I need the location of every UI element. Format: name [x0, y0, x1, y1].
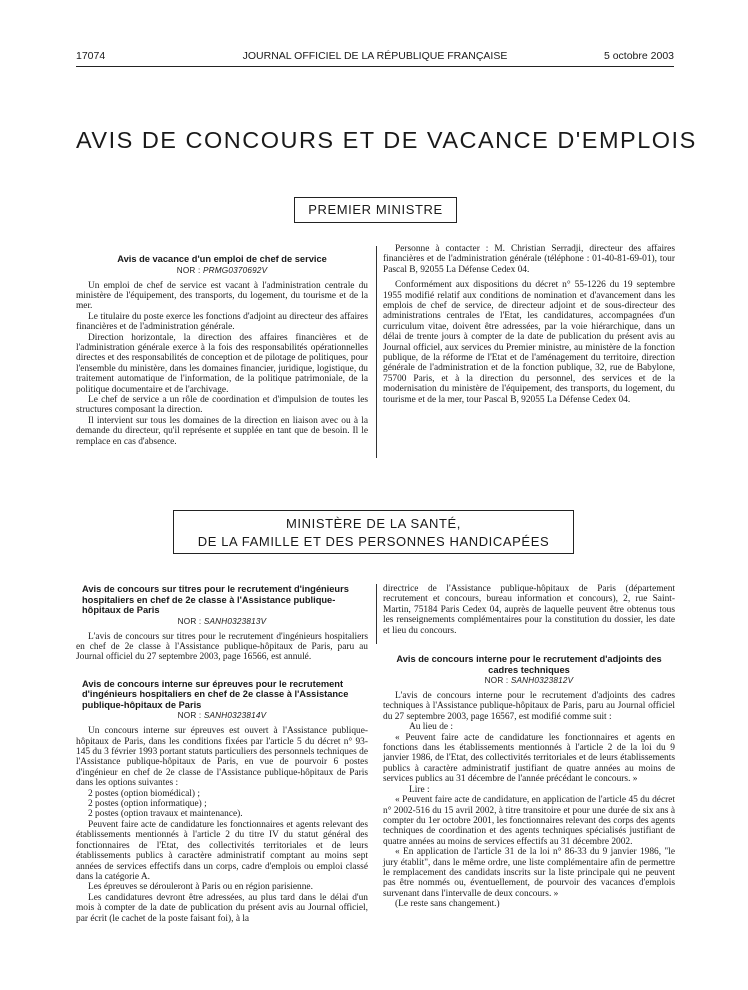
paragraph: L'avis de concours interne pour le recrutement d'adjoints des cadres techniques à l'Assistance publique-hôpitaux de Paris, paru au Journal officiel du 27 septembre 2003, page 16567, est modifié comme suit : [383, 691, 675, 722]
paragraph: « En application de l'article 31 de la loi n° 86-33 du 9 janvier 1986, "le jury établit", dans le même ordre, une liste complémentaire afin de permettre le remplacement des candidats inscrits sur la liste principale qui ne peuvent pas être nommés ou, éventuellement, de pourvoir des vacances d'emplois survenant dans l'intervalle de deux concours. » [383, 847, 675, 899]
section-heading-line2: DE LA FAMILLE ET DES PERSONNES HANDICAPÉES [197, 534, 550, 549]
paragraph: Le titulaire du poste exerce les fonctions d'adjoint au directeur des affaires financières et de l'administration générale. [76, 311, 368, 333]
issue-date: 5 octobre 2003 [603, 50, 674, 62]
page-header [76, 50, 674, 64]
paragraph: Un concours interne sur épreuves est ouvert à l'Assistance publique-hôpitaux de Paris, dans les conditions fixées par l'article 5 du décret n° 93-145 du 3 février 1993 portant statuts particuliers des personnels techniques de l'Assistance publique-hôpitaux de Paris, en vue de pourvoir 6 postes d'ingénieur en chef de 2e classe de l'Assistance publique-hôpitaux de Paris dans les options suivantes : [76, 726, 368, 789]
list-item: 2 postes (option biomédical) ; [88, 788, 200, 799]
nor-code: PRMG0370692V [202, 265, 268, 275]
section-heading-premier-ministre [294, 197, 457, 223]
list-item: 2 postes (option travaux et maintenance). [88, 809, 243, 820]
paragraph-continuation: directrice de l'Assistance publique-hôpitaux de Paris (département recrutement et concours, bureau information et concours), 2, rue Saint-Martin, 75184 Paris Cedex 04, auprès de laquelle peuvent être obtenus tous les renseignements complémentaires pour la constitution du dossier, les date et lieu du concours. [383, 584, 675, 636]
page-number: 17074 [76, 50, 106, 62]
column-divider [376, 584, 377, 644]
section2-right-column [383, 584, 675, 910]
article-title: Avis de vacance d'un emploi de chef de service [117, 254, 327, 264]
paragraph: L'avis de concours sur titres pour le recrutement d'ingénieurs hospitaliers en chef de 2e classe à l'Assistance publique-hôpitaux de Paris, paru au Journal officiel du 27 septembre 2003, page 16566, est annulé. [76, 631, 368, 663]
column-divider [376, 246, 377, 458]
nor-reference [76, 711, 368, 720]
paragraph: Le chef de service a un rôle de coordination et d'impulsion de toutes les structures composant la direction. [76, 394, 368, 416]
paragraph: Peuvent faire acte de candidature les fonctionnaires et agents relevant des établissements mentionnés à l'article 2 du titre IV du statut général des fonctionnaires de l'Etat, des collectivités territoriales et de leurs établissements publics à caractère administratif comptant au moins sept années de services effectifs dans un corps, cadre d'emplois ou emploi classé dans la catégorie A. [76, 819, 368, 882]
nor-reference [383, 676, 675, 685]
list-item: 2 postes (option informatique) ; [88, 799, 207, 810]
paragraph: Personne à contacter : M. Christian Serradji, directeur des affaires financières et de l'administration générale (téléphone : 01-40-81-69-01), tour Pascal B, 92055 La Défense Cedex 04. [383, 244, 675, 275]
paragraph: Les épreuves se dérouleront à Paris ou en région parisienne. [88, 882, 313, 893]
paragraph: (Le reste sans changement.) [395, 899, 500, 910]
section-heading-ministere-sante [173, 510, 574, 554]
article-title: Avis de concours sur titres pour le recrutement d'ingénieurs hospitaliers en chef de 2e classe à l'Assistance publique-hôpitaux de Paris [82, 584, 349, 615]
section-heading-text: PREMIER MINISTRE [308, 202, 443, 217]
page-title: AVIS DE CONCOURS ET DE VACANCE D'EMPLOIS [76, 127, 697, 153]
nor-label: NOR : [177, 711, 204, 721]
paragraph: Conformément aux dispositions du décret n° 55-1226 du 19 septembre 1955 modifié relatif aux conditions de nomination et d'avancement dans les emplois de chef de service, de directeur adjoint et de sous-directeur des administrations centrales de l'Etat, les candidatures, accompagnées d'un curriculum vitae, doivent être adressées, par la voie hiérarchique, dans un délai de trente jours à compter de la date de publication du présent avis au Journal officiel, aux services du Premier ministre, au ministère de la fonction publique, de la réforme de l'Etat et de l'aménagement du territoire, direction générale de l'administration et de la fonction publique, 32, rue de Babylone, 75700 Paris, et à la direction du personnel, des services et de la modernisation du ministère de l'équipement, des transports, du logement, du tourisme et de la mer, tour Pascal B, 92055 La Défense Cedex 04. [383, 280, 675, 405]
paragraph: Il intervient sur tous les domaines de la direction en liaison avec ou à la demande du directeur, qu'il représente et supplée en tant que de besoin. Il le remplace en cas d'absence. [76, 415, 368, 447]
nor-code: SANH0323813V [203, 616, 267, 626]
article-title: Avis de concours interne pour le recrutement d'adjoints des cadres techniques [396, 654, 662, 675]
nor-code: SANH0323814V [203, 711, 267, 721]
paragraph: Lire : [409, 784, 430, 795]
paragraph: Un emploi de chef de service est vacant à l'administration centrale du ministère de l'équipement, des transports, du logement, du tourisme et de la mer. [76, 280, 368, 312]
paragraph: « Peuvent faire acte de candidature, en application de l'article 45 du décret n° 2002-516 du 15 avril 2002, à titre transitoire et pour une durée de six ans à compter du 1er octobre 2001, les fonctionnaires relevant des corps des agents techniques de coordination et des agents techniques spécialisés justifiant de quatre années au moins de services effectifs au 31 décembre 2002. [383, 795, 675, 847]
section1-right-column [383, 244, 675, 405]
nor-label: NOR : [177, 616, 204, 626]
article-title: Avis de concours interne sur épreuves pour le recrutement d'ingénieurs hospitaliers en chef de 2e classe à l'Assistance publique-hôpitaux de Paris [82, 678, 349, 710]
paragraph: Les candidatures devront être adressées, au plus tard dans le délai d'un mois à compter de la date de publication du présent avis au Journal officiel, par écrit (le cachet de la poste faisant foi), à la [76, 892, 368, 924]
journal-name: JOURNAL OFFICIEL DE LA RÉPUBLIQUE FRANÇAISE [242, 50, 508, 62]
paragraph: « Peuvent faire acte de candidature les fonctionnaires et agents en fonctions dans les établissements mentionnés à l'article 2 de la loi du 9 janvier 1986, de l'Etat, des collectivités territoriales et de leurs établissements publics à caractère administratif justifiant de quatre années au moins de services publics au 31 décembre de l'année précédant le concours. » [383, 732, 675, 785]
nor-reference [76, 617, 368, 626]
nor-reference [76, 266, 368, 275]
paragraph: Direction horizontale, la direction des affaires financières et de l'administration générale exerce à la fois des responsabilités opérationnelles directes et des responsabilités de conception et de pilotage de politiques, pour l'ensemble du ministère, dans les domaines financier, juridique, logistique, du traitement automatique de l'information, de la politique patrimoniale, de la politique documentaire et de l'archivage. [76, 332, 368, 395]
section2-left-column [76, 584, 368, 924]
nor-code: SANH0323812V [510, 676, 574, 686]
header-rule [76, 66, 674, 67]
nor-label: NOR : [176, 265, 203, 275]
nor-label: NOR : [484, 676, 511, 686]
section1-left-column [76, 254, 368, 447]
section-heading-line1: MINISTÈRE DE LA SANTÉ, [285, 516, 461, 531]
paragraph: Au lieu de : [409, 722, 454, 733]
